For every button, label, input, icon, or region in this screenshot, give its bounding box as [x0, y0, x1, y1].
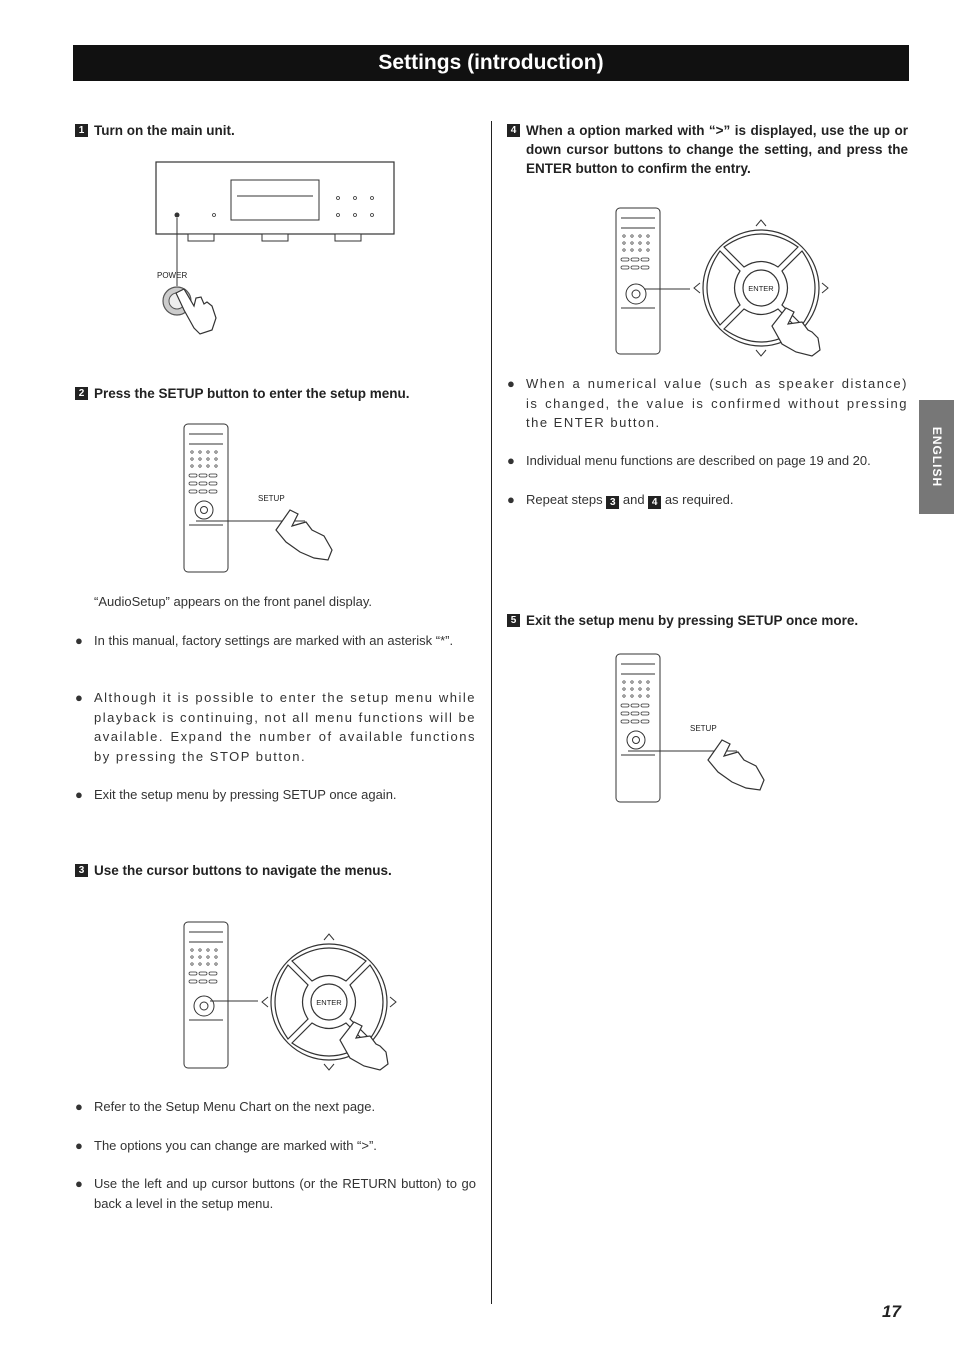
bullet-item	[507, 451, 908, 471]
bullet-item	[75, 1136, 476, 1156]
down-arrow-icon	[324, 1064, 334, 1070]
left-arrow-icon	[694, 283, 700, 293]
step-number: 4	[507, 124, 520, 137]
remote-cursor-illustration	[180, 920, 410, 1072]
up-arrow-icon	[324, 934, 334, 940]
left-arrow-icon	[262, 997, 268, 1007]
bullet-icon: ●	[75, 1099, 83, 1114]
enter-label: ENTER	[316, 998, 342, 1007]
repeat-suffix: as required.	[664, 492, 734, 507]
down-arrow-icon	[756, 350, 766, 356]
bullet-item	[507, 374, 908, 433]
main-unit-illustration	[150, 158, 410, 338]
remote-control	[616, 208, 690, 354]
bullet-text: Individual menu functions are described on page 19 and 20.	[526, 453, 871, 468]
bullet-icon: ●	[507, 492, 515, 507]
up-arrow-icon	[756, 220, 766, 226]
right-arrow-icon	[390, 997, 396, 1007]
step-4	[507, 121, 908, 178]
remote-setup-exit-illustration	[612, 652, 772, 804]
page-title: Settings (introduction)	[73, 45, 909, 81]
step-number: 1	[75, 124, 88, 137]
step-ref: 4	[648, 496, 661, 509]
bullet-icon: ●	[75, 1176, 83, 1191]
remote-control	[616, 654, 737, 802]
remote-enter-illustration	[612, 206, 842, 358]
bullet-icon: ●	[75, 690, 85, 705]
step-3	[75, 861, 475, 880]
bullet-text	[507, 490, 908, 510]
audiosetup-note: “AudioSetup” appears on the front panel display.	[94, 594, 372, 609]
step-text: Press the SETUP button to enter the setup menu.	[94, 386, 410, 401]
repeat-mid: and	[622, 492, 645, 507]
bullet-item	[75, 1174, 476, 1213]
bullet-text: In this manual, factory settings are marked with an asterisk “*”.	[94, 633, 454, 648]
bullet-text: Use the left and up cursor buttons (or the RETURN button) to go back a level in the setup menu.	[94, 1176, 476, 1211]
step-1	[75, 121, 475, 140]
bullet-icon: ●	[75, 1138, 83, 1153]
step-text: Exit the setup menu by pressing SETUP once more.	[526, 613, 859, 628]
page-number: 17	[882, 1302, 901, 1321]
bullet-text: Refer to the Setup Menu Chart on the next page.	[94, 1099, 376, 1114]
hand-pointer-icon	[708, 740, 764, 790]
bullet-icon: ●	[75, 633, 83, 648]
step-text: Turn on the main unit.	[94, 123, 235, 138]
bullet-text: The options you can change are marked with “>”.	[94, 1138, 377, 1153]
step-text: When a option marked with “>” is displayed, use the up or down cursor buttons to change the setting, and press the ENTER button to confirm the entry.	[526, 123, 908, 176]
bullet-item	[75, 688, 476, 766]
bullet-text: Exit the setup menu by pressing SETUP once again.	[94, 787, 397, 802]
bullet-icon: ●	[507, 376, 517, 391]
bullet-icon: ●	[75, 787, 83, 802]
step-number: 2	[75, 387, 88, 400]
setup-label: SETUP	[258, 494, 285, 503]
bullet-item	[75, 785, 476, 805]
bullet-text: Although it is possible to enter the setup menu while playback is continuing, not all menu functions will be available. Expand the number of available functions by pressing the STOP button.	[94, 690, 476, 764]
step-ref: 3	[606, 496, 619, 509]
step-5	[507, 611, 908, 630]
bullet-item	[75, 631, 476, 651]
bullet-item	[507, 490, 908, 510]
right-arrow-icon	[822, 283, 828, 293]
power-label: POWER	[157, 271, 188, 280]
remote-control	[184, 424, 305, 572]
enter-label: ENTER	[748, 284, 774, 293]
step-text: Use the cursor buttons to navigate the menus.	[94, 863, 392, 878]
bullet-icon: ●	[507, 453, 515, 468]
remote-control	[184, 922, 258, 1068]
language-tab	[919, 400, 954, 514]
remote-setup-illustration	[180, 422, 340, 574]
bullet-text: When a numerical value (such as speaker distance) is changed, the value is confirmed without pressing the ENTER button.	[526, 376, 908, 430]
step-2	[75, 384, 475, 403]
repeat-prefix: Repeat steps	[526, 492, 603, 507]
step-number: 5	[507, 614, 520, 627]
setup-label: SETUP	[690, 724, 717, 733]
bullet-item	[75, 1097, 476, 1117]
step-number: 3	[75, 864, 88, 877]
hand-pointer-icon	[276, 510, 332, 560]
language-tab-label: ENGLISH	[929, 426, 944, 488]
column-divider	[491, 121, 492, 1304]
